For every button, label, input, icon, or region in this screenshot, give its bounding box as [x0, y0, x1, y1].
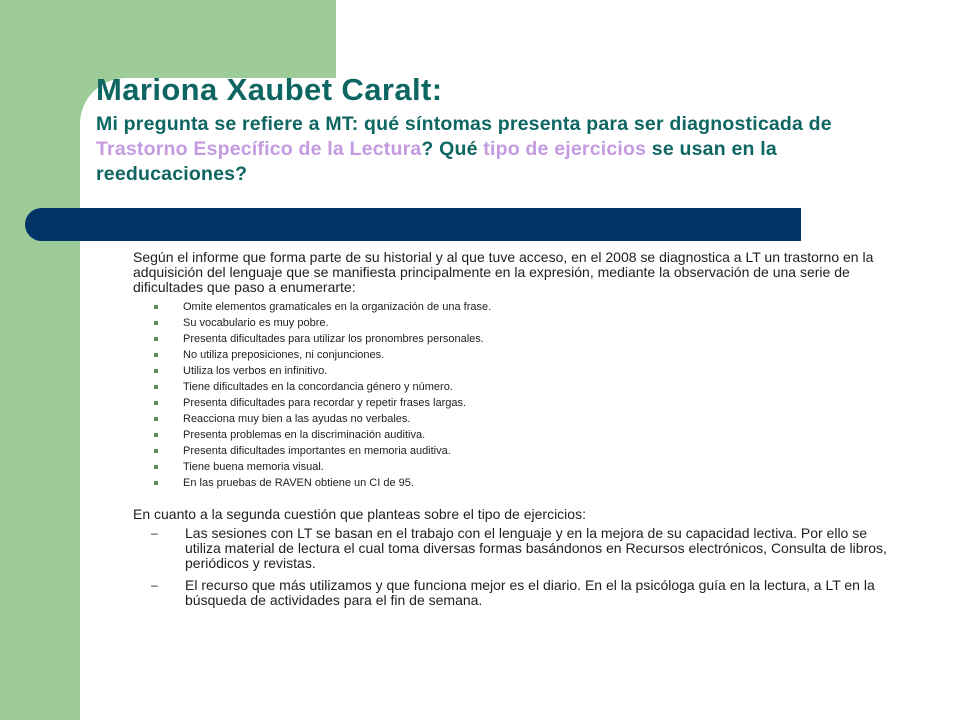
symptom-text: Presenta dificultades para recordar y repetir frases largas. — [183, 397, 467, 409]
symptom-item — [133, 411, 893, 427]
symptom-item — [133, 395, 893, 411]
second-question-paragraph: En cuanto a la segunda cuestión que planteas sobre el tipo de ejercicios: — [133, 506, 586, 522]
title-highlight-ejercicios: tipo de ejercicios — [483, 138, 647, 160]
exercise-text: Las sesiones con LT se basan en el trabajo con el lenguaje y en la mejora de su capacidad lectiva. Por ello se utiliza material de lectura el cual toma diversas formas basándonos en Recursos electrónicos, Consulta de libros, periódicos y revistas. — [185, 525, 887, 571]
symptom-item — [133, 299, 893, 315]
symptom-text: Omite elementos gramaticales en la organización de una frase. — [183, 301, 492, 313]
bullet-square-icon — [154, 353, 158, 357]
exercise-item — [133, 578, 893, 608]
symptom-item — [133, 315, 893, 331]
title-question — [96, 112, 896, 187]
symptom-text: Presenta dificultades para utilizar los pronombres personales. — [183, 333, 484, 345]
title-highlight-trastorno: Trastorno Específico de la Lectura — [96, 138, 422, 160]
bullet-square-icon — [154, 449, 158, 453]
dash-bullet-icon: – — [151, 526, 158, 540]
symptom-item — [133, 475, 893, 491]
exercise-text: El recurso que más utilizamos y que funciona mejor es el diario. En el la psicóloga guía en la lectura, a LT en la búsqueda de actividades para el fin de semana. — [185, 577, 875, 608]
symptom-text: Reacciona muy bien a las ayudas no verbales. — [183, 413, 411, 425]
symptom-text: Tiene buena memoria visual. — [183, 461, 324, 473]
dash-bullet-icon: – — [151, 578, 158, 592]
symptom-text: Su vocabulario es muy pobre. — [183, 317, 329, 329]
bullet-square-icon — [154, 321, 158, 325]
symptom-item — [133, 331, 893, 347]
symptom-item — [133, 427, 893, 443]
bullet-square-icon — [154, 385, 158, 389]
title-question-part: ? Qué — [421, 138, 484, 160]
bullet-square-icon — [154, 465, 158, 469]
symptom-item — [133, 459, 893, 475]
bullet-square-icon — [154, 305, 158, 309]
bullet-square-icon — [154, 433, 158, 437]
symptom-list — [133, 299, 893, 491]
symptom-item — [133, 443, 893, 459]
exercise-list — [133, 526, 893, 608]
symptom-text: Presenta dificultades importantes en memoria auditiva. — [183, 445, 451, 457]
title-divider-bar — [25, 208, 801, 241]
symptom-item — [133, 379, 893, 395]
bullet-square-icon — [154, 401, 158, 405]
symptom-item — [133, 347, 893, 363]
title-main: Mariona Xaubet Caralt: — [96, 72, 443, 107]
slide-body — [133, 250, 893, 615]
symptom-text: No utiliza preposiciones, ni conjunciones. — [183, 349, 385, 361]
symptom-text: Tiene dificultades en la concordancia género y número. — [183, 381, 453, 393]
symptom-item — [133, 363, 893, 379]
bullet-square-icon — [154, 481, 158, 485]
bullet-square-icon — [154, 337, 158, 341]
bullet-square-icon — [154, 369, 158, 373]
bullet-square-icon — [154, 417, 158, 421]
intro-paragraph: Según el informe que forma parte de su historial y al que tuve acceso, en el 2008 se diagnostica a LT un trastorno en la adquisición del lenguaje que se manifiesta principalmente en la expresión, mediante la observación de una serie de dificultades que paso a enumerarte: — [133, 249, 874, 295]
left-green-band — [0, 0, 80, 720]
slide-title — [96, 72, 896, 187]
symptom-text: En las pruebas de RAVEN obtiene un CI de 95. — [183, 477, 414, 489]
symptom-text: Utiliza los verbos en infinitivo. — [183, 365, 328, 377]
title-question-part: Mi pregunta se refiere a MT: qué síntomas presenta para ser diagnosticada de — [96, 113, 832, 135]
symptom-text: Presenta problemas en la discriminación auditiva. — [183, 429, 426, 441]
title-question-part: se usan en la reeducaciones? — [96, 138, 777, 185]
exercise-item — [133, 526, 893, 571]
